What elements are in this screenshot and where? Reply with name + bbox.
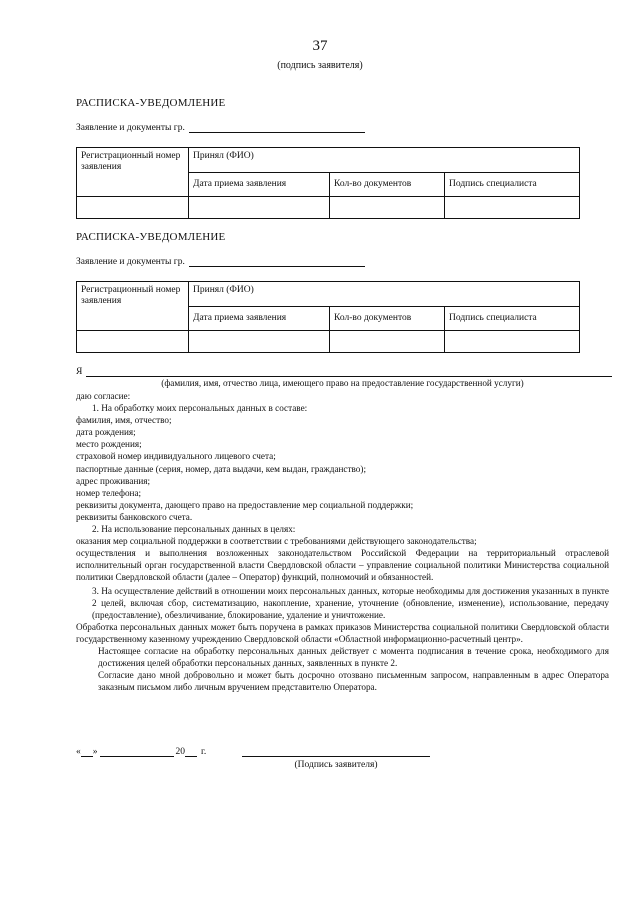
- receipt-table: [76, 281, 580, 353]
- table-cell[interactable]: [77, 197, 189, 219]
- item1-line: реквизиты документа, дающего право на предоставление мер социальной поддержки;: [76, 499, 414, 510]
- received-by-header: Принял (ФИО): [189, 148, 580, 173]
- column-header: Кол-во документов: [330, 173, 445, 197]
- date-line: [76, 747, 206, 757]
- reg-number-header: Регистрационный номер заявления: [77, 148, 189, 197]
- table-cell[interactable]: [330, 331, 445, 353]
- item1-line: страховой номер индивидуального лицевого счета;: [76, 451, 276, 462]
- voluntary-paragraph: Согласие дано мной добровольно и может быть досрочно отозвано письменным запросом, направленным в адрес Оператора заказным письмом либо личным вручением представителю Оператора.: [98, 670, 609, 693]
- top-signature-caption: (подпись заявителя): [277, 60, 363, 71]
- day-blank[interactable]: [81, 747, 93, 757]
- item2-paragraph: осуществления и выполнения возложенных законодательством Российской Федерации на территориальный отраслевой исполнительный орган государственной власти Свердловской области – управление социальной политики Министерства социальной политики Свердловской области (далее – Оператор) функций, полномочий и обязанностей.: [76, 548, 609, 583]
- month-blank[interactable]: [100, 747, 174, 757]
- item2-heading: 2. На использование персональных данных в целях:: [92, 524, 296, 535]
- table-cell[interactable]: [330, 197, 445, 219]
- table-cell[interactable]: [189, 197, 330, 219]
- reg-number-header: Регистрационный номер заявления: [77, 282, 189, 331]
- consent-body: [76, 390, 609, 693]
- statement-label: Заявление и документы гр.: [76, 123, 185, 133]
- processing-paragraph: Обработка персональных данных может быть поручена в рамках приказов Министерства социальной политики Свердловской области государственному казенному учреждению Свердловской области «Областной информационно-расчетный центр».: [76, 621, 609, 644]
- year-prefix: 20: [175, 747, 185, 757]
- applicant-name-blank[interactable]: [189, 256, 365, 267]
- item1-line: паспортные данные (серия, номер, дата выдачи, кем выдан, гражданство);: [76, 463, 367, 474]
- table-cell[interactable]: [77, 331, 189, 353]
- receipt-title: РАСПИСКА-УВЕДОМЛЕНИЕ: [76, 97, 226, 109]
- receipt-title: РАСПИСКА-УВЕДОМЛЕНИЕ: [76, 231, 226, 243]
- validity-paragraph: Настоящее согласие на обработку персональных данных действует с момента подписания в течение срока, необходимого для достижения целей обработки персональных данных, заявленных в пункте 2.: [98, 645, 609, 669]
- statement-line: [76, 256, 365, 267]
- item1-line: адрес проживания;: [76, 475, 151, 486]
- signature-line[interactable]: [242, 756, 430, 757]
- table-cell[interactable]: [445, 331, 580, 353]
- item3-paragraph: 3. На осуществление действий в отношении моих персональных данных, которые необходимы для достижения указанных в пункте 2 целей, включая сбор, систематизацию, накопление, хранение, уточнение (обновление, изменение), использование, передачу (предоставление), обезличивание, блокирование, удаление и уничтожение.: [92, 585, 609, 620]
- ya-caption: (фамилия, имя, отчество лица, имеющего право на предоставление государственной услуги): [161, 378, 524, 388]
- applicant-name-blank[interactable]: [189, 122, 365, 133]
- quote-close: »: [92, 747, 98, 757]
- quote-open: «: [76, 747, 81, 757]
- table-cell[interactable]: [445, 197, 580, 219]
- ya-line: [76, 366, 612, 377]
- column-header: Подпись специалиста: [445, 307, 580, 331]
- page-number: 37: [312, 38, 328, 54]
- column-header: Дата приема заявления: [189, 307, 330, 331]
- signature-caption: (Подпись заявителя): [294, 760, 378, 770]
- year-suffix: г.: [201, 747, 207, 757]
- ya-label: Я: [76, 367, 83, 377]
- column-header: Дата приема заявления: [189, 173, 330, 197]
- agree-text: даю согласие:: [76, 391, 131, 401]
- statement-label: Заявление и документы гр.: [76, 257, 185, 267]
- receipt-table: [76, 147, 580, 219]
- item1-line: фамилия, имя, отчество;: [76, 415, 172, 426]
- full-name-blank[interactable]: [86, 366, 612, 377]
- item1-line: номер телефона;: [76, 487, 142, 498]
- item1-line: место рождения;: [76, 439, 142, 450]
- item2-line: оказания мер социальной поддержки в соответствии с требованиями действующего законодательства;: [76, 536, 477, 547]
- column-header: Подпись специалиста: [445, 173, 580, 197]
- year-blank[interactable]: [185, 747, 197, 757]
- item1-line: реквизиты банковского счета.: [76, 511, 193, 522]
- statement-line: [76, 122, 365, 133]
- item1-line: дата рождения;: [76, 427, 136, 438]
- column-header: Кол-во документов: [330, 307, 445, 331]
- item1-heading: 1. На обработку моих персональных данных в составе:: [92, 403, 308, 414]
- table-cell[interactable]: [189, 331, 330, 353]
- received-by-header: Принял (ФИО): [189, 282, 580, 307]
